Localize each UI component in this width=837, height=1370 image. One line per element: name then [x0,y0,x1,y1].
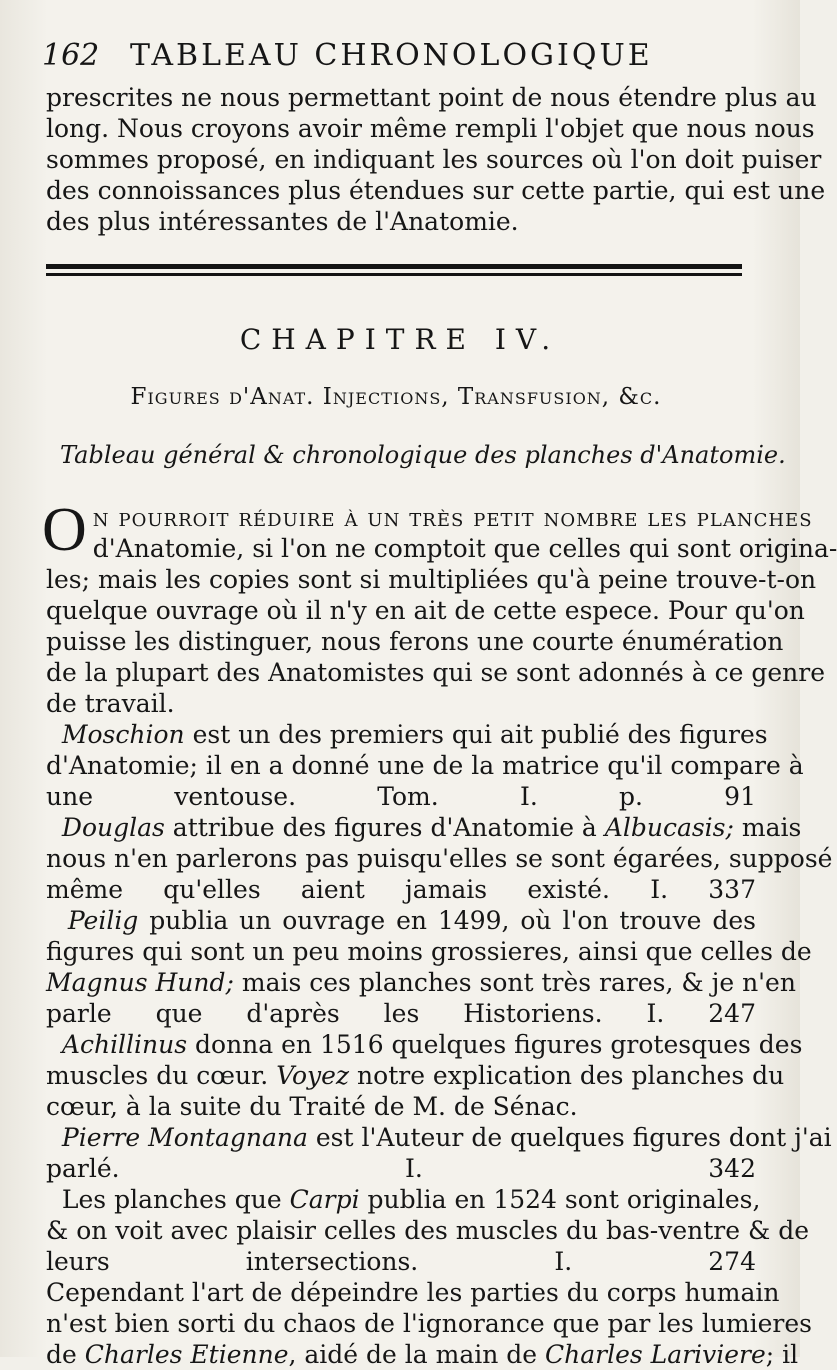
entry-montagnana [46,1122,832,1184]
chapter-subtitle: Tableau général & chronologique des planches d'Anatomie. [60,441,786,469]
drop-cap: O [42,496,87,564]
author-name: Achillinus [61,1030,188,1059]
volume-reference: I. 247 [646,999,756,1028]
entry-achillinus [46,1029,803,1122]
text-line: Cependant l'art de dépeindre les parties du corps humain [46,1278,780,1307]
text-line: de travail. [46,689,175,718]
author-name: Carpi [289,1185,360,1214]
text-line: Les planches que Carpi publia en 1524 sont originales, [61,1185,761,1214]
text-line: Pierre Montagnana est l'Auteur de quelques figures dont j'ai [61,1123,832,1152]
text-line: muscles du cœur. Voyez notre explication des planches du [46,1061,785,1090]
double-rule-thin [46,273,742,276]
running-title: TABLEAU CHRONOLOGIQUE [130,38,653,73]
chapter-title: CHAPITRE IV. [239,323,561,356]
text-line: prescrites ne nous permettant point de nous étendre plus au [46,83,817,112]
entry-cependant [46,1277,812,1370]
text-line: les; mais les copies sont si multipliées qu'à peine trouve-t-on [46,565,817,594]
text-line: des plus intéressantes de l'Anatomie. [46,207,519,236]
text-line: Douglas attribue des figures d'Anatomie à Albucasis; mais [61,813,802,842]
double-rule-thick [46,264,742,269]
entry-peilig [46,905,812,1029]
opening-paragraph [42,496,837,719]
text-line: nous n'en parlerons pas puisqu'elles se sont égarées, supposé [46,844,833,873]
text-line: n'est bien sorti du chaos de l'ignorance que par les lumieres [46,1309,812,1338]
text-line: leurs intersections. I. 274 [46,1247,756,1276]
entry-carpi [46,1184,809,1277]
entry-douglas [46,812,833,905]
text-line: des connoissances plus étendues sur cette partie, qui est une [46,176,826,205]
text-line: puisse les distinguer, nous ferons une courte énumération [46,627,784,656]
volume-reference: I. 342 [405,1154,756,1183]
author-name: Charles Etienne [84,1340,289,1369]
running-head [42,36,772,76]
author-name: Peilig [67,906,139,935]
text-line: Magnus Hund; mais ces planches sont très rares, & je n'en [46,968,796,997]
text-line: parlé. I. 342 [46,1154,756,1183]
text-line: n pourroit réduire à un très petit nombre les planches [92,503,813,532]
text-line: figures qui sont un peu moins grossieres, ainsi que celles de [46,937,812,966]
volume-reference: I. 274 [554,1247,756,1276]
text-line: même qu'elles aient jamais existé. I. 337 [46,875,756,904]
text-line: de Charles Etienne, aidé de la main de Charles Lariviere; il [46,1340,799,1369]
entry-moschion [46,719,804,812]
text-line: parle que d'après les Historiens. I. 247 [46,999,756,1028]
intro-paragraph [46,82,826,237]
author-name: Moschion [61,720,185,749]
text-line: Achillinus donna en 1516 quelques figures grotesques des [61,1030,803,1059]
text-line: Moschion est un des premiers qui ait publié des figures [61,720,768,749]
text-line: long. Nous croyons avoir même rempli l'objet que nous nous [46,114,815,143]
text-line: d'Anatomie, si l'on ne comptoit que celles qui sont origina- [92,534,837,563]
volume-reference: I. 337 [650,875,756,904]
text-line: & on voit avec plaisir celles des muscles du bas-ventre & de [46,1216,809,1245]
author-name: Charles Lariviere [545,1340,766,1369]
author-name: Magnus Hund; [46,968,234,997]
text-line: d'Anatomie; il en a donné une de la matrice qu'il compare à [46,751,804,780]
text-line: de la plupart des Anatomistes qui se sont adonnés à ce genre [46,658,825,687]
text-line: quelque ouvrage où il n'y en ait de cette espece. Pour qu'on [46,596,805,625]
text-line: sommes proposé, en indiquant les sources où l'on doit puiser [46,145,822,174]
volume-reference: Tom. I. p. 91 [377,782,756,811]
text-line: cœur, à la suite du Traité de M. de Sénac. [46,1092,578,1121]
page-number: 162 [42,38,100,73]
author-name: Albucasis; [604,813,734,842]
author-name: Douglas [61,813,165,842]
author-name: Pierre Montagnana [61,1123,308,1152]
section-title: Figures d'Anat. Injections, Transfusion, &c. [130,384,662,410]
main-text [42,496,837,1370]
text-line: une ventouse. Tom. I. p. 91 [46,782,756,811]
text-line: Peilig publia un ouvrage en 1499, où l'on trouve des [67,906,756,935]
